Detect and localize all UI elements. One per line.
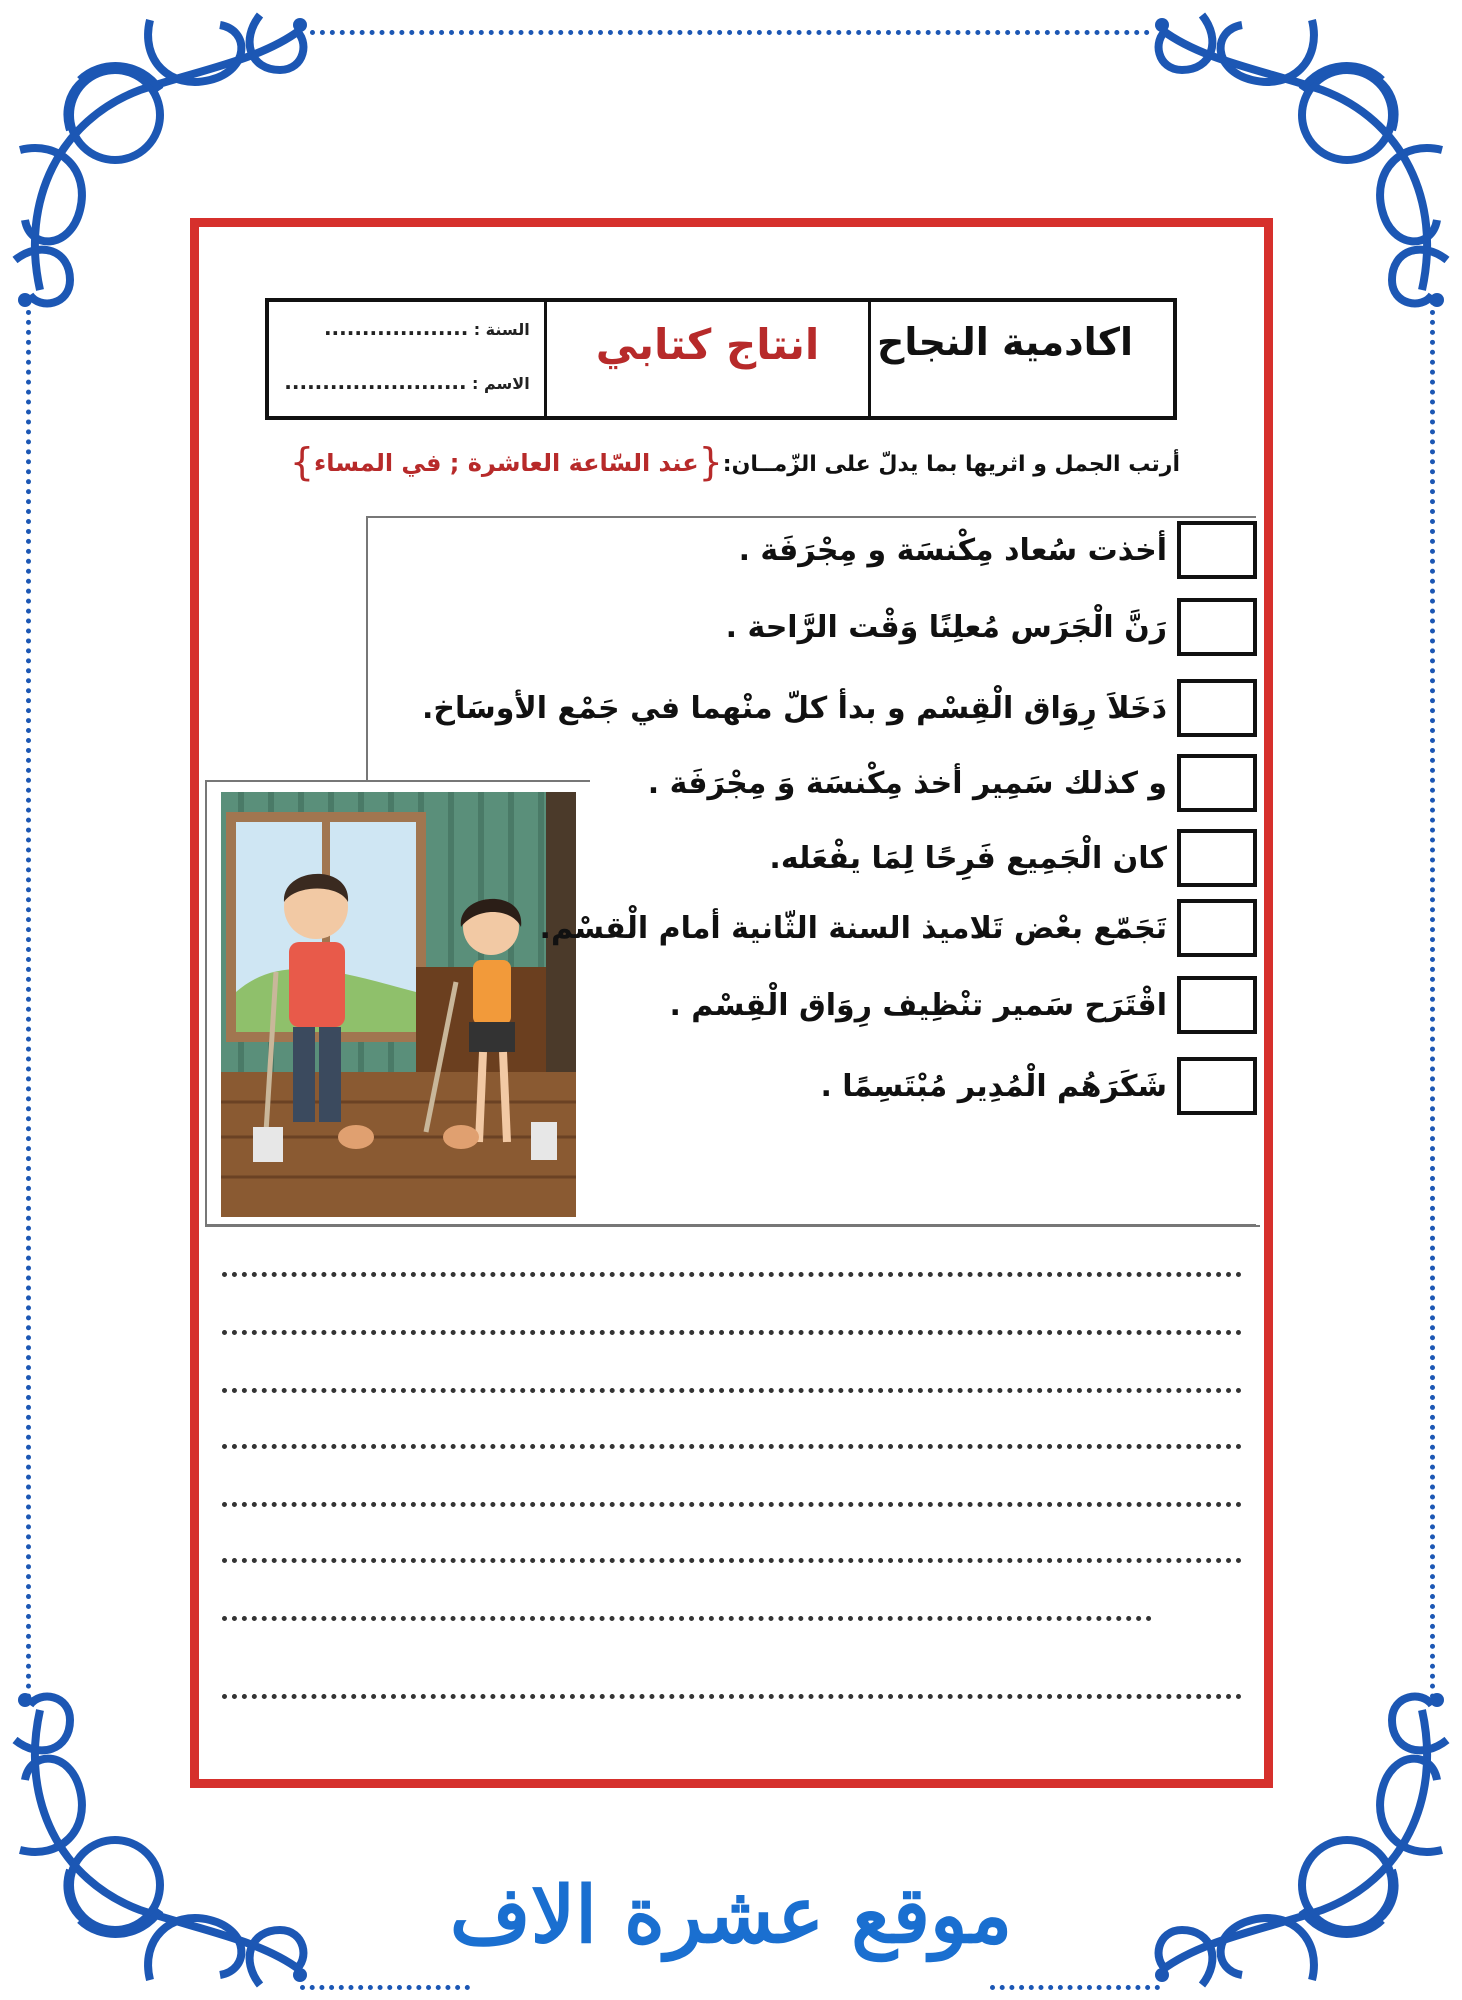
children-cleaning-illustration [221, 792, 576, 1217]
order-checkbox-2[interactable] [1177, 598, 1257, 656]
sentence-5: كان الْجَمِيع فَرِحًا لِمَا يفْعَله. [769, 840, 1167, 876]
school-name: اكادمية النجاح [876, 320, 1133, 364]
sentence-row-2 [726, 597, 1257, 657]
sentence-row-1 [739, 520, 1257, 580]
sentence-row-6 [540, 898, 1257, 958]
sentence-2: رَنَّ الْجَرَس مُعلِنًا وَقْت الرَّاحة . [725, 609, 1167, 645]
title-cell [544, 302, 869, 416]
writing-line-5[interactable] [222, 1502, 1242, 1507]
frame-left-dots [26, 300, 31, 1700]
page-title: انتاج كتابي [595, 320, 820, 369]
time-words: عند السّاعة العاشرة ; في المساء [314, 449, 699, 477]
sentence-6: تَجَمّع بعْض تَلاميذ السنة الثّانية أمام الْقسْم. [539, 910, 1167, 946]
writing-line-3[interactable] [222, 1388, 1242, 1393]
writing-line-8[interactable] [222, 1694, 1242, 1699]
sentence-row-7 [669, 975, 1257, 1035]
name-label: الاسم : [472, 374, 530, 393]
writing-line-7[interactable] [222, 1616, 1152, 1621]
year-blank[interactable]: ................... [323, 316, 469, 340]
sentence-row-3 [422, 678, 1257, 738]
sentence-row-5 [769, 828, 1257, 888]
order-checkbox-5[interactable] [1177, 829, 1257, 887]
frame-top-dots [310, 30, 1150, 35]
year-field[interactable] [324, 316, 530, 340]
order-checkbox-1[interactable] [1177, 521, 1257, 579]
brace-open: { [698, 440, 723, 484]
sentence-8: شَكَرَهُم الْمُدِير مُبْتَسِمًا . [820, 1068, 1167, 1104]
frame-right-dots [1430, 300, 1435, 1700]
sentence-4: و كذلك سَمِير أخذ مِكْنسَة وَ مِجْرَفَة . [647, 765, 1167, 801]
brace-close: } [289, 440, 315, 484]
sentence-row-8 [820, 1056, 1257, 1116]
year-label: السنة : [473, 320, 530, 339]
sentence-1: أخذت سُعاد مِكْنسَة و مِجْرَفَة . [738, 532, 1167, 568]
order-checkbox-4[interactable] [1177, 754, 1257, 812]
sentence-3: دَخَلاَ رِوَاق الْقِسْم و بدأ كلّ منْهما في جَمْع الأوسَاخ. [421, 690, 1167, 726]
instruction [290, 440, 1180, 484]
sentence-row-4 [648, 753, 1257, 813]
order-checkbox-6[interactable] [1177, 899, 1257, 957]
instruction-text: أرتب الجمل و اثريها بما يدلّ على الزّمــان: [722, 452, 1180, 477]
writing-line-6[interactable] [222, 1558, 1242, 1563]
order-checkbox-3[interactable] [1177, 679, 1257, 737]
name-blank[interactable]: ........................ [284, 370, 467, 394]
order-checkbox-8[interactable] [1177, 1057, 1257, 1115]
writing-line-4[interactable] [222, 1444, 1242, 1449]
sentence-7: اقْتَرَح سَمير تنْظِيف رِوَاق الْقِسْم . [669, 987, 1167, 1023]
site-watermark: موقع عشرة الاف [449, 1870, 1013, 1961]
writing-area-divider [205, 1225, 1260, 1227]
student-info-cell [269, 302, 544, 416]
writing-line-2[interactable] [222, 1330, 1242, 1335]
name-field[interactable] [284, 370, 529, 394]
header-table [265, 298, 1177, 420]
illustration-panel [205, 780, 590, 1226]
school-cell [868, 302, 1173, 416]
order-checkbox-7[interactable] [1177, 976, 1257, 1034]
writing-line-1[interactable] [222, 1272, 1242, 1277]
